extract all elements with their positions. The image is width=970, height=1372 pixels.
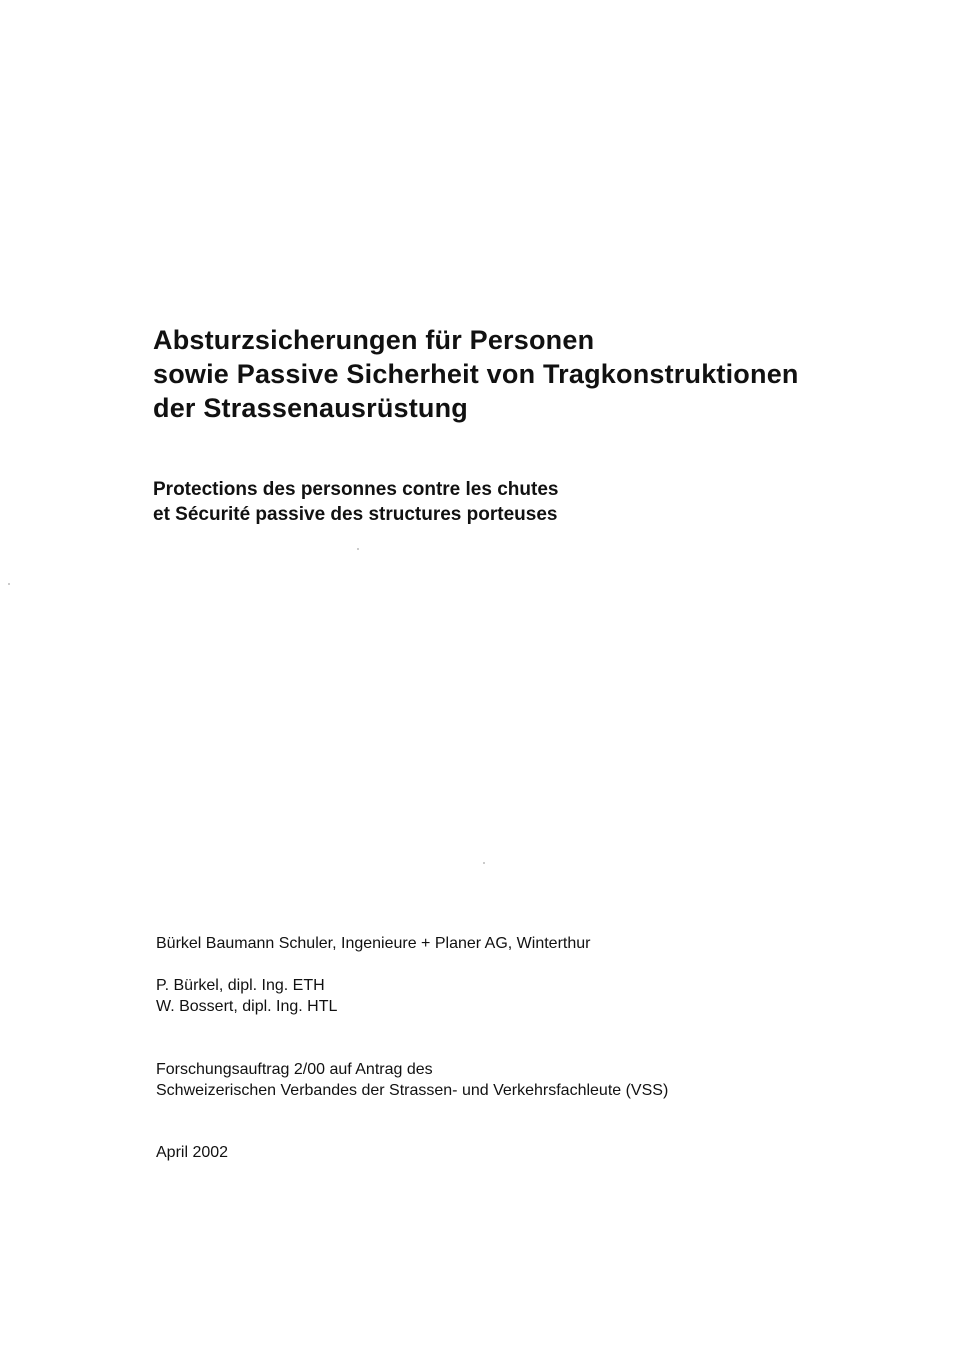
scan-speck xyxy=(357,548,359,550)
author-name: P. Bürkel, dipl. Ing. ETH xyxy=(156,977,325,994)
title-line: der Strassenausrüstung xyxy=(153,393,468,423)
author-list xyxy=(156,975,916,1017)
assignment-line: Forschungsauftrag 2/00 auf Antrag des xyxy=(156,1061,433,1078)
author-name: W. Bossert, dipl. Ing. HTL xyxy=(156,998,338,1015)
assignment-line: Schweizerischen Verbandes der Strassen- und Verkehrsfachleute (VSS) xyxy=(156,1082,669,1099)
company-line xyxy=(156,933,916,954)
document-title xyxy=(153,323,943,425)
document-subtitle xyxy=(153,477,913,527)
publication-date xyxy=(156,1142,916,1163)
scan-speck xyxy=(483,862,485,864)
subtitle-line: et Sécurité passive des structures porteuses xyxy=(153,504,558,525)
company-name: Bürkel Baumann Schuler, Ingenieure + Planer AG, Winterthur xyxy=(156,935,591,952)
research-assignment xyxy=(156,1059,916,1101)
scan-speck xyxy=(8,583,10,585)
title-line: sowie Passive Sicherheit von Tragkonstruktionen xyxy=(153,359,799,389)
subtitle-line: Protections des personnes contre les chutes xyxy=(153,479,559,500)
title-line: Absturzsicherungen für Personen xyxy=(153,325,595,355)
date-text: April 2002 xyxy=(156,1144,229,1161)
